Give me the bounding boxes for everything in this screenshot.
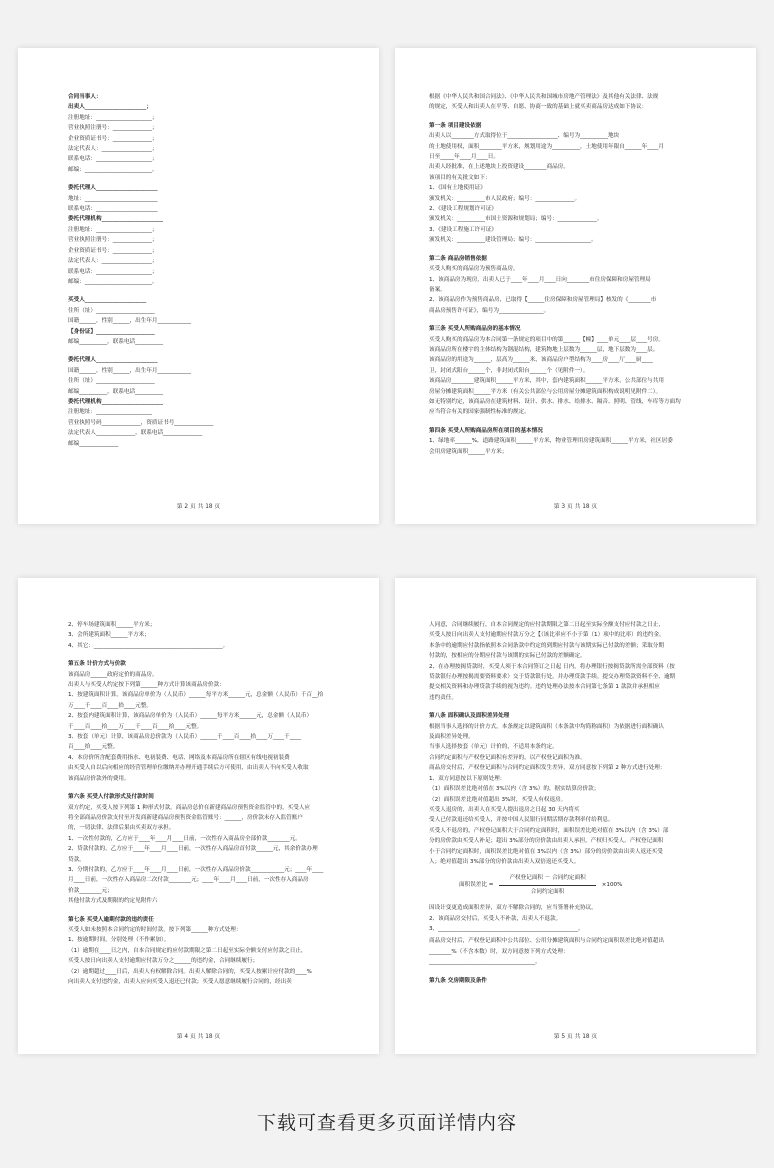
text-line: 2、贷款付款的，乙方应于____年____月____日前，一次性存入商品房首付款______元，其余价款办理 <box>68 846 318 853</box>
text-line: 违约责任。 <box>429 694 457 701</box>
text-line: 1、双方同意按以下原则处理： <box>429 775 506 782</box>
text-line: 注册地址：____________________； <box>68 114 158 121</box>
text-line: 颁发机关：__________市国土资源和规划局；编号：______________。 <box>429 216 603 223</box>
text-line <box>429 968 722 970</box>
section-heading: 第四条 买受人所购商品房所在项目的基本情况 <box>429 427 543 434</box>
text-line: 双方约定，买受人按下列第 1 种形式付款。商品房总价在新建商品房预售资金监管中的，买受人应 <box>68 804 311 811</box>
section-heading: 第七条 买受人逾期付款的违约责任 <box>68 916 154 923</box>
page-footer: 第 4 页 共 18 页 <box>176 1034 221 1040</box>
text-line: 住所（址）_____________________ <box>68 378 155 385</box>
text-line <box>68 651 345 653</box>
text-line: 邮编__________，联系电话__________ <box>68 338 164 345</box>
text-line: 国籍______，性别______，出生年月____________ <box>68 367 192 374</box>
text-line: 贷款银行办理按揭需要资料要求）交于贷款银行处，并办理贷款手续。提交办理贷款资料不全、逾期 <box>429 674 676 681</box>
text-line: 联系电话：______________________ <box>68 206 158 213</box>
section-heading: 第九条 交房期限及条件 <box>429 977 487 984</box>
text-line: （1）面积误差比绝对值在 3%以内（含 3%）的，据实结算房价款； <box>429 786 600 793</box>
text-line: 人；绝对值超出 3%部分的房价款由出卖人双倍返还买受人。 <box>429 858 580 865</box>
formula-numerator: 产权登记面积 － 合同约定面积 <box>499 873 595 885</box>
text-line <box>68 907 345 909</box>
section-heading: 买受人______________________ <box>68 297 147 304</box>
text-line: （2）面积误差比绝对值超出 3%时，买受人有权退房。 <box>429 796 567 803</box>
text-line: 百____拾____元整。 <box>68 744 119 751</box>
text-line: 该商品房的用途为______，层高为______米，该商品房户型结构为____房____厅____厨____ <box>429 357 653 364</box>
text-line: 向出卖人支付违约金，出卖人应向买受人退还已付款；买受人愿意继续履行合同的，经出卖 <box>68 979 292 985</box>
text-line: 3、《建设工程施工许可证》 <box>429 226 497 233</box>
section-heading: 委托代理人______________________ <box>68 357 158 364</box>
text-line: 人同意，合同继续履行，自本合同规定的应付款期限之第二日起至实际全额支付应付款之日止， <box>429 622 664 628</box>
text-line: 如无特别约定，该商品房在建筑材料、设计、供水、排水、给排水、隔音、照明、管线、车库等方面均 <box>429 398 681 405</box>
text-line: 出卖人以________方式取得位于__________________、编号为__________地块 <box>429 133 620 140</box>
text-line <box>68 347 345 349</box>
page-footer: 第 5 页 共 18 页 <box>553 1034 598 1040</box>
text-line: ______________________________________。 <box>429 959 541 966</box>
text-line: 买受人购买的商品房为预售商品房。 <box>429 266 519 273</box>
text-line: 2、该商品房作为预售商品房，已取得【______住房保障和房屋管理局】核发的《________市 <box>429 297 657 304</box>
text-line: 该项目的有关批文如下： <box>429 174 491 181</box>
text-line: 贷款。 <box>68 856 85 863</box>
section-heading: 【身份证】_____________________ <box>68 328 155 335</box>
section-heading: 委托代理机构______________________ <box>68 216 164 223</box>
text-line: 将全部商品房价款支付至开发商新建商品房预售资金监管账号：______，房价款未存入监管账户 <box>68 814 303 821</box>
text-line: 买受人退房的，出卖人在买受人提出退房之日起 30 天内将买 <box>429 806 580 813</box>
text-line: 因设计变更造成面积差异，双方不解除合同的，应当签署补充协议。 <box>429 905 597 912</box>
text-line: 根据《中华人民共和国合同法》、《中华人民共和国城市房地产管理法》及其他有关法律、法规 <box>429 94 659 100</box>
text-line: 房屋分摊建筑面积______平方米（有关公共部位与公用房屋分摊建筑面积构成说明见附件二）。 <box>429 388 662 395</box>
section-heading: 第一条 项目建设依据 <box>429 122 482 129</box>
text-line: 1、该商品房为现房，出卖人已于____年____月____日向________市住房保障和房屋管理局 <box>429 276 651 283</box>
text-line: 注册地址：____________________ <box>68 409 152 416</box>
document-page-4 <box>18 578 379 1054</box>
section-heading: 第六条 买受人付款形式及付款时间 <box>68 794 154 801</box>
text-line: 3、分期付款的，乙方应于____年____月____日前，一次性存入商品房价款____________元；____年____ <box>68 866 324 873</box>
text-line: 价款________元； <box>68 887 113 894</box>
text-line: 由买受人自以后向相应的经营管理单位缴纳并办理开通手续后方可使用，由出卖人不向买受人收取 <box>68 765 309 772</box>
document-page-5 <box>395 578 756 1054</box>
text-line: 出卖人与买受人约定按下列第______种方式计算该商品房价款： <box>68 682 225 689</box>
text-line <box>429 113 722 115</box>
text-line: 2、停车场建筑面积______平方米； <box>68 622 156 628</box>
document-page-3 <box>395 48 756 524</box>
text-line: 付款的，按相应的分期应付款与该期的实际已付款的差额确定。 <box>429 653 586 660</box>
text-line: 4、本房价所含配套费用指水、电初装费、电话、网络及本商品房所在辖区有线电视初装费 <box>68 754 290 761</box>
text-line: （1）逾期在____日之内，自本合同规定的应付款期限之第二日起至实际全额支付应付款之日止， <box>68 947 307 954</box>
text-line: 买受人不退房的，产权登记面积大于合同约定面积时，面积误差比绝对值在 3%以内（含 3%）部 <box>429 827 669 834</box>
text-line <box>68 287 345 289</box>
text-line: 根据当事人选择的计价方式，本条规定以建筑面积（本条款中均简称面积）为依据进行面积确认 <box>429 723 664 730</box>
text-line: 的规定，买受人和出卖人在平等、自愿、协商一致的基础上就买卖商品房达成如下协议： <box>429 104 648 111</box>
text-line: 买受人购买的商品房为本合同第一条规定的项目中的第______【幢】____单元____层____号房。 <box>429 336 664 343</box>
text-line: 日至_____年____月____日。 <box>429 154 499 161</box>
text-line: 法定代表人______________，联系电话______________ <box>68 430 203 437</box>
text-line <box>68 175 345 177</box>
text-line: 商品房交付后，产权登记面积与合同约定面积发生差异，双方同意按下列第 2 种方式进行处理： <box>429 765 666 772</box>
text-line: 买受人按日向出卖人支付逾期应付款万分之【（该比率应不小于第（1）项中的比率）的违约金。 <box>429 632 665 639</box>
text-line: 2、按套内建筑面积计算，该商品房单价为（人民币）______每平方米______元，总金额（人民币） <box>68 713 313 720</box>
text-line: 该商品房价款外的费用。 <box>68 775 130 782</box>
section-heading: 委托代理人______________________ <box>68 185 158 192</box>
text-line: 注册地址：____________________； <box>68 226 158 233</box>
text-line: 合同约定面积与产权登记面积有差异的，以产权登记面积为准。 <box>429 754 586 761</box>
text-line: 邮编：________________________。 <box>68 278 158 285</box>
text-line: 颁发机关：__________建设管理局；编号：____________________。 <box>429 237 597 244</box>
text-line: 的土地使用权，面积________平方米，规划用途为__________，土地使用年限自______年____月 <box>429 143 664 150</box>
text-line: 1、一次性付款的，乙方应于____年____月____日前，一次性存入商品房全部价款________元。 <box>68 835 301 842</box>
page-footer: 第 3 页 共 18 页 <box>553 504 598 510</box>
section-heading: 委托代理机构______________________ <box>68 398 164 405</box>
text-line: 提交相关资料和办理贷款手续的视为违约。违约处理办法按本合同第七条第 1 款款并承担相应 <box>429 684 660 691</box>
text-line: 住所（址）_____________________ <box>68 307 155 314</box>
text-line: 营业执照号码______________，资质证书号______________ <box>68 419 214 426</box>
text-line: 3、会所建筑面积______平方米； <box>68 632 150 639</box>
text-line: 商品房预售许可证》，编号为________________。 <box>429 307 550 314</box>
text-line: 法定代表人：__________________； <box>68 146 158 153</box>
text-line: 会用房建筑面积______平方米； <box>429 448 508 455</box>
section-heading: 出卖人______________________； <box>68 104 152 111</box>
section-heading: 合同当事人： <box>68 94 102 100</box>
text-line: 邮编______________ <box>68 440 119 447</box>
text-line: 企业资质证书号：______________； <box>68 247 158 254</box>
text-line: 营业执照注册号：______________； <box>68 237 158 244</box>
text-line: 万____千____百____拾____元整。 <box>68 702 152 709</box>
text-line <box>429 246 722 248</box>
page-content <box>68 620 345 987</box>
text-line <box>429 316 722 318</box>
text-line: 邮编__________，联系电话__________ <box>68 388 164 395</box>
text-line: 本条中的逾期应付款指依照本合同条款中约定的到期应付款与该期实际已付款的差额；采取分期 <box>429 642 664 649</box>
text-line <box>68 784 345 786</box>
text-line: 应当符合有关的国家强制性标准的规定。 <box>429 409 530 416</box>
text-line: 联系电话：____________________； <box>68 268 158 275</box>
page-content <box>68 92 345 449</box>
text-line: 当事人选择按套（单元）计价的，不适用本条约定。 <box>429 744 558 751</box>
text-line: 1、按逾期时间，分别处理（不作累加）。 <box>68 937 170 944</box>
text-line <box>429 418 722 420</box>
text-line: 联系电话：____________________； <box>68 156 158 163</box>
text-line: 法定代表人：__________________； <box>68 258 158 265</box>
text-line: 的，一切法律、法律后果由买卖双方承担。 <box>68 825 175 832</box>
text-line: 分的房价款由买受人补足；超出 3%部分的房价款由出卖人承担，产权归买受人。产权登记面积 <box>429 838 664 845</box>
text-line: 该商品房______政府定价的商品房。 <box>68 671 158 678</box>
document-page-2 <box>18 48 379 524</box>
text-line: 买受人按日向出卖人支付逾期应付款万分之______的违约金，合同继续履行； <box>68 958 259 965</box>
page-content <box>429 620 722 986</box>
text-line: 企业资质证书号：______________； <box>68 135 158 142</box>
text-line: 2、在办理按揭贷款时，买受人须于本合同签订之日起 日内，将办理银行按揭贷款所需全部资料（按 <box>429 663 675 670</box>
text-line: 卫，封闭式阳台______个，非封闭式阳台______个（见附件一）。 <box>429 367 589 374</box>
download-more-prompt[interactable]: 下载可查看更多页面详情内容 <box>256 1112 517 1134</box>
area-error-formula <box>459 873 722 897</box>
text-line: （2）逾期超过____日后，出卖人有权解除合同。出卖人解除合同的，买受人按累计应付款的____% <box>68 968 312 975</box>
text-line: 2、该商品房交付后，买受人不补款，出卖人不退款。 <box>429 915 562 922</box>
text-line: 4、其它：______________________________________________。 <box>68 642 229 649</box>
text-line: 商品房交付后，产权登记面积中公共部位、公用分摊建筑面积与合同约定面积误差比绝对值超出 <box>429 938 664 945</box>
text-line: 该商品房所在楼宇的主体结构为钢混结构，建筑物地上层数为______层，地下层数为____层。 <box>429 346 659 353</box>
text-line: ________%（不含本数）时，双方同意按下列方式处理： <box>429 948 569 955</box>
text-line: 备案。 <box>429 286 446 293</box>
section-heading: 第二条 商品房销售依据 <box>429 255 487 262</box>
text-line <box>429 703 722 705</box>
text-line: 该商品房________建筑面积______平方米，其中，套内建筑面积______平方米，公共部位与共用 <box>429 378 664 385</box>
text-line: 受人已付款退还给买受人，并按中国人民银行同期活期存款利率付给利息。 <box>429 817 614 824</box>
formula-label: 面积误差比 = <box>459 882 494 889</box>
text-line: 及面积差异处理。 <box>429 734 474 741</box>
text-line: 月____日前，一次性存入商品房二次付款________元；____年____月____日前，一次性存入商品房 <box>68 877 309 884</box>
text-line: 千____百____拾____万____千____百____拾____元整。 <box>68 723 203 730</box>
text-line: 小于合同约定面积时，面积误差比绝对值在 3%以内（含 3%）部分的房价款由出卖人返还买受 <box>429 848 663 855</box>
text-line: 1、《国有土地使用证》 <box>429 185 486 192</box>
text-line: 3、__________________________________________________。 <box>429 925 584 932</box>
text-line: 1、按建筑面积计算，该商品房单价为（人民币）______每平方米______元，总金额（人民币）千百__拾 <box>68 692 324 699</box>
text-line: 2、《建设工程规划许可证》 <box>429 206 497 213</box>
text-line: 地址：__________________________ <box>68 195 158 202</box>
formula-suffix: ×100% <box>601 882 623 889</box>
page-content <box>429 92 722 457</box>
formula-fraction <box>499 873 595 897</box>
section-heading: 第三条 买受人所购商品房的基本情况 <box>429 326 521 333</box>
text-line: 颁发机关：__________市人民政府；编号：______________。 <box>429 195 581 202</box>
text-line: 国籍______，性别______，出生年月____________ <box>68 318 192 325</box>
section-heading: 第五条 计价方式与价款 <box>68 661 126 668</box>
section-heading: 第八条 面积确认及面积差异处理 <box>429 713 510 720</box>
text-line: 出卖人经批准，在上述地块上投资建设________商品房。 <box>429 164 569 171</box>
text-line: 营业执照注册号：______________； <box>68 125 158 132</box>
text-line: 3、按套（单元）计算，该商品房总价款为（人民币）______千____百____拾____万____千____ <box>68 734 301 741</box>
formula-denominator: 合同约定面积 <box>530 888 565 895</box>
text-line: 邮编：________________________。 <box>68 166 158 173</box>
text-line: 其他付款方式及期限的约定见附件六 <box>68 898 158 905</box>
text-line: 买受人如未按照本合同约定的时间付款，按下列第______种方式处理： <box>68 926 242 933</box>
page-footer: 第 2 页 共 18 页 <box>176 504 221 510</box>
text-line: 1、绿地率______%，道路建筑面积______平方米，物业管理用房建筑面积______平方米，社区居委 <box>429 438 673 445</box>
